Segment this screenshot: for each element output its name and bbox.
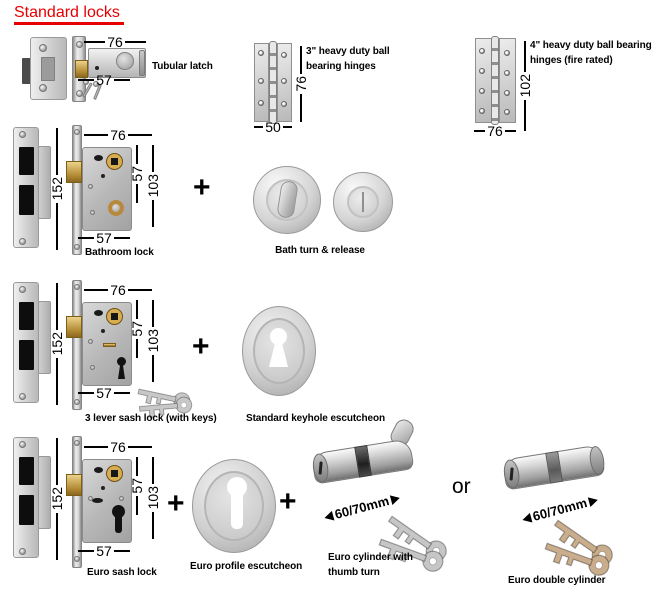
bathroom-turn-hole [108, 200, 124, 216]
dim-case-width [84, 439, 152, 455]
keep-aperture [19, 147, 34, 175]
handle-fixing-slot [94, 467, 103, 473]
dim-plate-height [48, 438, 66, 560]
dim-centres [129, 457, 145, 515]
euro-cylinder-cutout-icon [115, 516, 122, 533]
dim-value: 103 [145, 486, 161, 510]
hinge-screw-hole [504, 90, 510, 96]
dim-value: 50 [265, 119, 281, 135]
hinge-screw-hole [281, 52, 287, 58]
dim-backset [78, 385, 130, 401]
hinge-screw-hole [258, 78, 264, 84]
dim-value: 152 [49, 487, 65, 511]
case-rivet [90, 210, 95, 215]
hinge4-label-line1: 4" heavy duty ball bearing [530, 40, 652, 51]
dim-case-width [84, 127, 152, 143]
dim-case-height [144, 145, 162, 227]
release-slot [362, 192, 364, 212]
spindle-follower [106, 308, 123, 325]
fixing-hole [101, 174, 105, 178]
euro-double-cylinder-label: Euro double cylinder [508, 575, 606, 586]
euro-escutcheon-label: Euro profile escutcheon [190, 561, 303, 572]
keep-aperture [19, 302, 34, 330]
plus-sign: + [167, 487, 185, 520]
dim-value: 57 [129, 478, 145, 494]
dim-value: 152 [49, 332, 65, 356]
dim-value: 57 [129, 166, 145, 182]
handle-fixing-slot [92, 498, 103, 503]
screw-icon [39, 84, 47, 92]
dim-value: 60/70mm [333, 493, 391, 522]
spindle-square-hole [111, 158, 118, 165]
hinge-screw-hole [281, 101, 287, 107]
hinge-screw-hole [504, 50, 510, 56]
dim-value: 57 [96, 385, 112, 401]
page-title: Standard locks [14, 4, 120, 21]
latch-pin-hole [95, 66, 99, 70]
hinge3-barrel [269, 41, 277, 124]
dim-value: 57 [96, 543, 112, 559]
keep-aperture [19, 185, 34, 215]
spindle-follower [106, 465, 123, 482]
bathroom-lock-label: Bathroom lock [85, 247, 154, 258]
screw-icon [39, 44, 47, 52]
dim-value: 76 [110, 127, 126, 143]
dim-case-width [84, 282, 152, 298]
screw-icon [74, 129, 80, 135]
dim-value: 76 [110, 282, 126, 298]
hinge-screw-hole [258, 50, 264, 56]
handle-fixing-slot [94, 310, 103, 316]
latch-end-cap [139, 50, 145, 76]
arrow-left-icon [516, 512, 532, 525]
case-rivet [88, 184, 93, 189]
handle-fixing-slot [94, 155, 103, 161]
case-rivet [88, 496, 93, 501]
dim-value: 76 [293, 76, 309, 92]
euro-double-cylinder-image [499, 436, 611, 496]
dim-plate-height [48, 128, 66, 250]
hinge-screw-hole [258, 100, 264, 106]
title-underline [14, 22, 124, 25]
dim-value: 57 [96, 72, 112, 88]
screw-icon [74, 284, 80, 290]
dim-value: 76 [107, 34, 123, 50]
bath-turn-release-label: Bath turn & release [275, 245, 365, 256]
fixing-hole [101, 329, 105, 333]
dim-value: 152 [49, 177, 65, 201]
dim-backset [78, 543, 130, 559]
arrow-left-icon [318, 510, 334, 523]
keyway-slot [510, 467, 514, 480]
hinge-screw-hole [479, 48, 485, 54]
plus-sign: + [192, 330, 210, 363]
dim-value: 57 [96, 230, 112, 246]
latch-bolt [66, 316, 82, 338]
spindle-square-hole [111, 313, 118, 320]
dim-value: 76 [110, 439, 126, 455]
screw-icon [19, 131, 26, 138]
dim-latch-width [84, 34, 146, 50]
screw-icon [19, 286, 26, 293]
screw-icon [76, 41, 83, 48]
screw-icon [19, 548, 26, 555]
dim-hinge4-width [474, 123, 516, 139]
dim-case-height [144, 457, 162, 539]
keep-aperture [19, 457, 34, 485]
sash-lock-label: 3 lever sash lock (with keys) [85, 413, 217, 424]
dim-hinge3-width [254, 119, 292, 135]
hinge4-label-line2: hinges (fire rated) [530, 55, 613, 66]
hinge-screw-hole [479, 88, 485, 94]
dim-backset [78, 230, 130, 246]
euro-sash-lock-label: Euro sash lock [87, 567, 157, 578]
dim-value: 103 [145, 174, 161, 198]
hinge-screw-hole [479, 68, 485, 74]
latch-cam [116, 52, 134, 70]
fixing-hole [101, 486, 105, 490]
hinge-screw-hole [504, 70, 510, 76]
keyway-slot [319, 461, 323, 474]
case-rivet [119, 496, 124, 501]
latch-bolt [66, 474, 82, 496]
dim-latch-backset [78, 72, 130, 88]
latch-bolt [66, 161, 82, 183]
hinge-screw-hole [504, 109, 510, 115]
arrow-right-icon [587, 493, 603, 506]
keyhole-escutcheon-label: Standard keyhole escutcheon [246, 413, 386, 424]
euro-cylinder-thumb-label-line2: thumb turn [328, 567, 380, 578]
or-text: or [452, 475, 471, 498]
hinge-screw-hole [479, 108, 485, 114]
screw-icon [19, 238, 26, 245]
case-rivet [90, 365, 95, 370]
cylinder-keys-image [538, 506, 622, 576]
case-rivet [88, 339, 93, 344]
keyhole-cutout-icon [270, 328, 287, 345]
euro-cylinder-thumb-label-line1: Euro cylinder with [328, 552, 413, 563]
screw-icon [74, 440, 80, 446]
dim-value: 102 [516, 74, 533, 98]
spindle-follower [106, 153, 123, 170]
euro-cylinder-thumb-turn-image [308, 430, 420, 490]
lever-slot [103, 343, 116, 347]
spindle-square-hole [111, 470, 118, 477]
dim-hinge3-height [293, 46, 309, 122]
keep-aperture [19, 340, 34, 370]
tubular-latch-label: Tubular latch [152, 61, 213, 72]
dim-case-height [144, 300, 162, 382]
hinge4-barrel [491, 36, 499, 125]
dim-value: 57 [129, 321, 145, 337]
dim-value: 60/70mm [531, 495, 589, 524]
hinge3-label-line2: bearing hinges [306, 61, 376, 72]
screw-icon [19, 441, 26, 448]
plus-sign: + [193, 171, 211, 204]
screw-icon [19, 393, 26, 400]
hinge3-label-line1: 3" heavy duty ball [306, 46, 390, 57]
dim-centres [129, 300, 145, 358]
dim-centres [129, 145, 145, 203]
dim-plate-height [48, 283, 66, 405]
dim-value: 76 [487, 123, 503, 139]
latch-strike-aperture [41, 57, 55, 81]
plus-sign: + [279, 485, 297, 518]
dim-value: 103 [145, 329, 161, 353]
euro-cutout-icon [231, 493, 243, 529]
hinge-screw-hole [281, 78, 287, 84]
keep-aperture [19, 495, 34, 525]
